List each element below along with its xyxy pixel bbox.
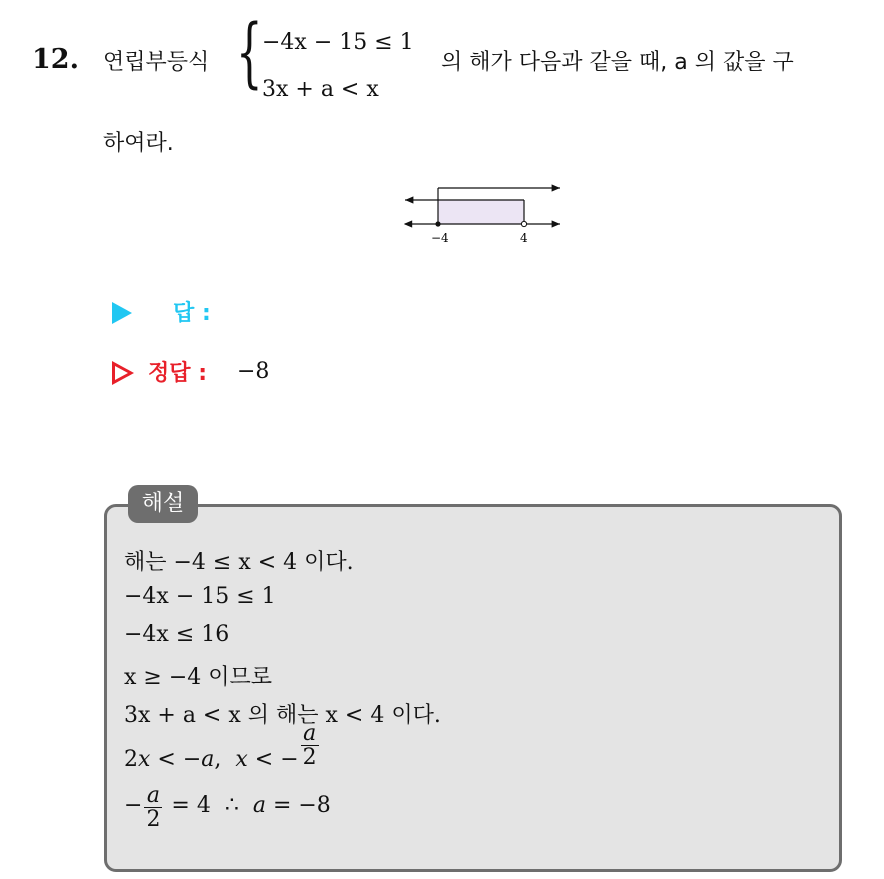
open-dot-4 bbox=[521, 221, 526, 226]
correct-answer-icon-inner bbox=[115, 366, 128, 380]
fraction-numerator-b: a bbox=[146, 783, 160, 808]
answer-label-row bbox=[173, 296, 211, 327]
question-text-line2: 하여라. bbox=[103, 131, 174, 156]
fraction-a-over-2 bbox=[301, 722, 319, 769]
solution-line-6 bbox=[124, 721, 321, 772]
solution-line-2: −4x − 15 ≤ 1 bbox=[124, 584, 276, 609]
tick-label-4: 4 bbox=[520, 231, 528, 245]
number-line-figure bbox=[395, 180, 570, 250]
question-text-prefix: 연립부등식 bbox=[103, 50, 210, 75]
solution-line-3: −4x ≤ 16 bbox=[124, 622, 230, 647]
solution-line-5: 3x + a < x 의 해는 x < 4 이다. bbox=[124, 703, 441, 728]
answer-label: 답 bbox=[173, 301, 195, 326]
question-text-suffix: 의 해가 다음과 같을 때, a 의 값을 구 bbox=[441, 50, 794, 75]
solution-region-shade bbox=[438, 200, 524, 224]
solution-tab: 해설 bbox=[128, 485, 198, 523]
question-number: 12. bbox=[32, 44, 79, 75]
closed-dot-minus4 bbox=[435, 221, 440, 226]
fraction-numerator: a bbox=[303, 721, 317, 746]
system-brace: { bbox=[236, 7, 263, 96]
answer-colon: : bbox=[201, 301, 211, 326]
system-line-1: −4x − 15 ≤ 1 bbox=[262, 30, 414, 55]
correct-answer-label: 정답 bbox=[148, 361, 191, 386]
solution-line-4: x ≥ −4 이므로 bbox=[124, 665, 273, 690]
minus-sign: − bbox=[124, 792, 143, 818]
answer-play-icon bbox=[112, 302, 132, 324]
tick-label-minus4: −4 bbox=[431, 231, 449, 245]
solution-line-6-text: 2x < −a, x < − bbox=[124, 746, 299, 772]
solution-line-1: 해는 −4 ≤ x < 4 이다. bbox=[124, 550, 354, 575]
system-line-2: 3x + a < x bbox=[262, 77, 379, 102]
correct-answer-colon: : bbox=[198, 361, 207, 386]
fraction-denominator: 2 bbox=[302, 745, 317, 771]
solution-line-7 bbox=[124, 784, 331, 831]
correct-answer-value: −8 bbox=[237, 359, 270, 384]
correct-answer-label-row bbox=[148, 356, 207, 387]
fraction-a-over-2-b bbox=[144, 784, 162, 831]
fraction-denominator-b: 2 bbox=[146, 807, 161, 833]
solution-line-7-text: = 4 ∴ a = −8 bbox=[164, 792, 331, 818]
